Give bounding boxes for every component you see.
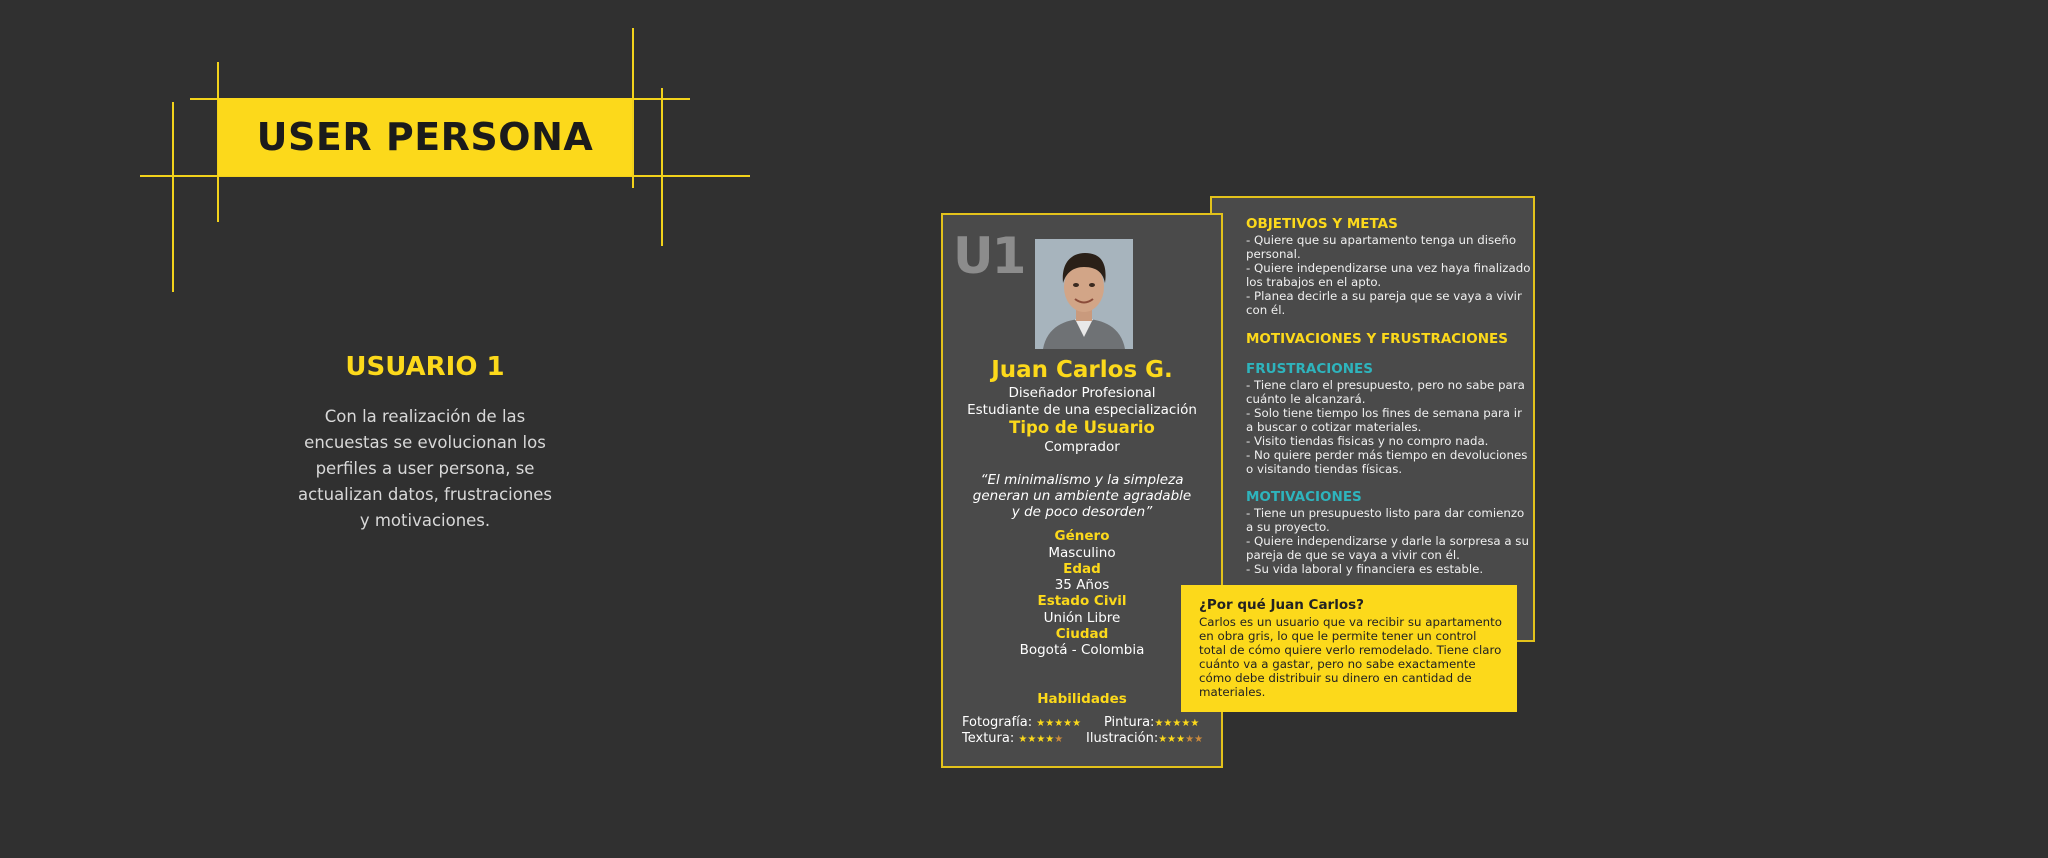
frustration-item: - No quiere perder más tiempo en devoluciones o visitando tiendas físicas. [1246, 448, 1528, 476]
gender-value: Masculino [1048, 545, 1116, 561]
frame-line [172, 102, 174, 292]
star-icon: ★ [1163, 718, 1173, 729]
skill-name: Pintura: [1104, 715, 1155, 730]
goals-list [1246, 233, 1531, 317]
user-type-label: Tipo de Usuario [1009, 418, 1155, 437]
skill-item [962, 731, 1063, 746]
skill-name: Ilustración: [1086, 731, 1159, 746]
goal-item: - Planea decirle a su pareja que se vaya a vivir con él. [1246, 289, 1522, 317]
star-icon: ★ [1172, 718, 1182, 729]
user-section-title: USUARIO 1 [345, 352, 505, 382]
star-icon: ★ [1045, 734, 1055, 745]
user-section-description: Con la realización de las encuestas se evolucionan los perfiles a user persona, se actualizan datos, frustraciones y motivaciones. [297, 407, 553, 530]
why-persona-text: Carlos es un usuario que va recibir su apartamento en obra gris, lo que le permite tener un control total de cómo quiere verlo remodelado. Tiene claro cuánto va a gastar, pero no sabe exactamente cómo debe distribuir su dinero en cantidad de materiales. [1199, 615, 1502, 699]
star-icon: ★ [1158, 734, 1168, 745]
motivations-list [1246, 506, 1531, 576]
star-rating-icon [1018, 734, 1063, 745]
frustration-item: - Solo tiene tiempo los fines de semana para ir a buscar o cotizar materiales. [1246, 406, 1522, 434]
age-label: Edad [1063, 561, 1101, 577]
star-icon: ★ [1190, 718, 1200, 729]
quote-line: y de poco desorden” [1011, 504, 1153, 520]
star-icon: ★ [1036, 734, 1046, 745]
age-value: 35 Años [1054, 577, 1110, 593]
star-icon: ★ [1054, 734, 1064, 745]
star-icon: ★ [1045, 718, 1055, 729]
star-icon: ★ [1054, 718, 1064, 729]
persona-quote [943, 472, 1221, 520]
motivation-item: - Su vida laboral y financiera es estable. [1246, 562, 1484, 576]
frame-line [632, 28, 634, 188]
star-rating-icon [1158, 734, 1203, 745]
skill-item [962, 715, 1081, 730]
frame-line [661, 88, 663, 246]
persona-occupation: Diseñador Profesional [1008, 385, 1156, 401]
city-value: Bogotá - Colombia [1019, 642, 1145, 658]
persona-code: U1 [953, 227, 1025, 285]
goal-item: - Quiere independizarse una vez haya finalizado los trabajos en el apto. [1246, 261, 1531, 289]
frustrations-list [1246, 378, 1531, 476]
star-icon: ★ [1185, 734, 1195, 745]
skill-item [1086, 731, 1203, 746]
quote-line: generan un ambiente agradable [972, 488, 1192, 504]
skills-label: Habilidades [1037, 691, 1127, 707]
frustration-item: - Tiene claro el presupuesto, pero no sabe para cuánto le alcanzará. [1246, 378, 1525, 406]
star-icon: ★ [1154, 718, 1164, 729]
star-icon: ★ [1167, 734, 1177, 745]
star-icon: ★ [1176, 734, 1186, 745]
star-icon: ★ [1181, 718, 1191, 729]
persona-name: Juan Carlos G. [991, 357, 1173, 383]
skill-name: Textura: [962, 731, 1015, 746]
frustration-item: - Visito tiendas fisicas y no compro nada. [1246, 434, 1489, 448]
star-icon: ★ [1036, 718, 1046, 729]
user-type-value: Comprador [1044, 439, 1120, 455]
persona-details-card [1210, 196, 1535, 642]
skill-item [1104, 715, 1199, 730]
person-photo-icon [1035, 239, 1133, 349]
motivations-frustrations-title: MOTIVACIONES Y FRUSTRACIONES [1246, 331, 1508, 347]
civil-status-label: Estado Civil [1037, 593, 1127, 609]
skill-name: Fotografía: [962, 715, 1033, 730]
civil-status-value: Unión Libre [1043, 610, 1121, 626]
persona-occupation-secondary: Estudiante de una especialización [967, 402, 1197, 418]
star-rating-icon [1036, 718, 1081, 729]
why-persona-box [1181, 585, 1517, 712]
star-icon: ★ [1194, 734, 1204, 745]
star-icon: ★ [1027, 734, 1037, 745]
frustrations-title: FRUSTRACIONES [1246, 361, 1374, 377]
motivations-title: MOTIVACIONES [1246, 489, 1362, 505]
why-persona-title: ¿Por qué Juan Carlos? [1199, 597, 1364, 613]
goal-item: - Quiere que su apartamento tenga un diseño personal. [1246, 233, 1517, 261]
star-rating-icon [1154, 718, 1199, 729]
gender-label: Género [1054, 528, 1110, 544]
page-title: USER PERSONA [218, 98, 632, 176]
motivation-item: - Tiene un presupuesto listo para dar comienzo a su proyecto. [1246, 506, 1525, 534]
city-label: Ciudad [1055, 626, 1109, 642]
quote-line: “El minimalismo y la simpleza [980, 472, 1184, 488]
star-icon: ★ [1018, 734, 1028, 745]
star-icon: ★ [1063, 718, 1073, 729]
motivation-item: - Quiere independizarse y darle la sorpresa a su pareja de que se vaya a vivir con él. [1246, 534, 1529, 562]
star-icon: ★ [1072, 718, 1082, 729]
avatar [1035, 239, 1133, 349]
goals-title: OBJETIVOS Y METAS [1246, 216, 1398, 232]
